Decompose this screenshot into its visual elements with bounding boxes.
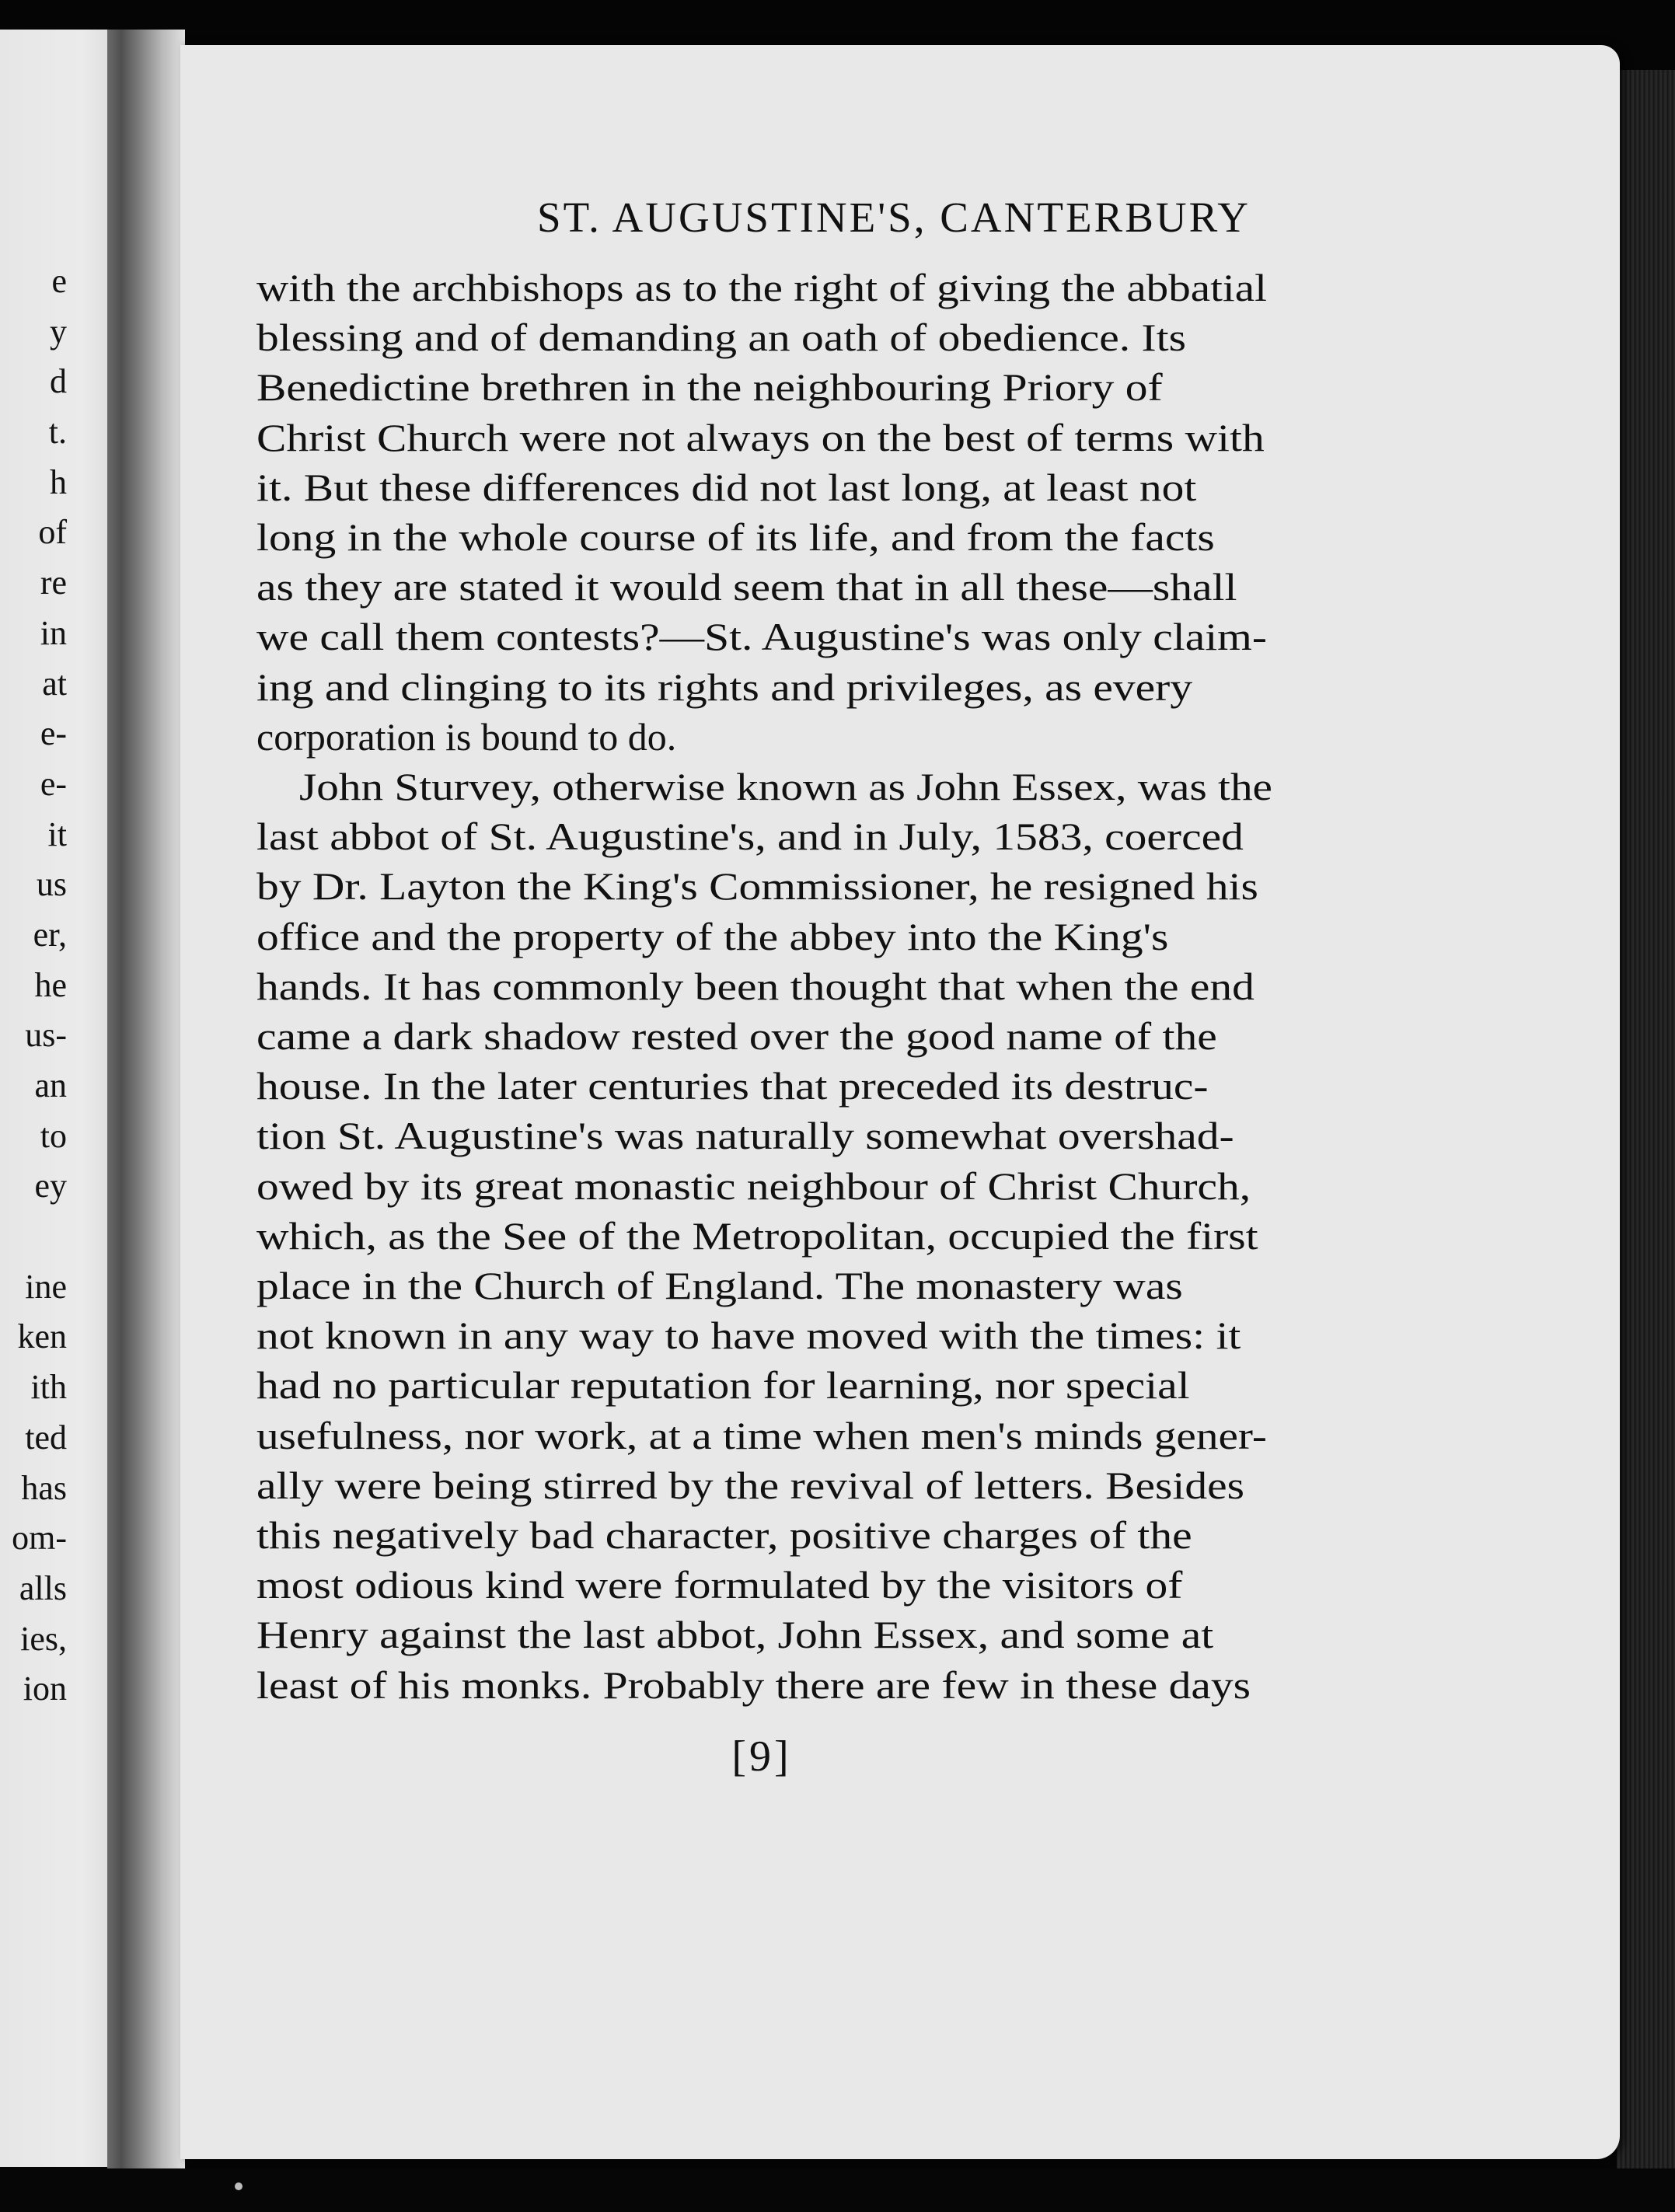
text-line: ally were being stirred by the revival of letters. Besides	[256, 1463, 1244, 1507]
left-page-fragment: t.	[48, 413, 67, 452]
text-line: most odious kind were formulated by the visitors of	[256, 1563, 1183, 1607]
text-line: this negatively bad character, positive charges of the	[256, 1513, 1192, 1557]
text-line: owed by its great monastic neighbour of Christ Church,	[256, 1164, 1251, 1208]
left-page-fragment: y	[50, 312, 67, 351]
text-line: John Sturvey, otherwise known as John Essex, was the	[298, 765, 1272, 808]
left-page-fragment: ith	[30, 1368, 67, 1407]
text-line: long in the whole course of its life, and from the facts	[256, 515, 1215, 559]
left-page-fragment: e-	[40, 714, 67, 753]
text-line: blessing and of demanding an oath of obedience. Its	[256, 316, 1186, 360]
dust-speck	[235, 2182, 243, 2190]
text-line: house. In the later centuries that preceded its destruc-	[256, 1064, 1209, 1108]
left-page-fragment: it	[47, 815, 67, 853]
text-line: usefulness, nor work, at a time when men's minds gener-	[256, 1413, 1267, 1457]
text-line: as they are stated it would seem that in all these—shall	[256, 565, 1237, 609]
text-line: Benedictine brethren in the neighbouring Priory of	[256, 365, 1163, 410]
left-page-text-fragments	[0, 256, 67, 1715]
text-line: had no particular reputation for learning, nor special	[256, 1363, 1190, 1408]
running-head: ST. AUGUSTINE'S, CANTERBURY	[536, 194, 1251, 241]
page-edges	[1617, 70, 1675, 2176]
left-page-fragment: d	[50, 362, 67, 401]
left-page-fragment: an	[34, 1066, 67, 1104]
left-page-fragment: e	[51, 262, 67, 300]
left-page-fragment: ey	[34, 1167, 67, 1205]
text-line: not known in any way to have moved with the times: it	[256, 1314, 1241, 1358]
left-page-fragment	[0, 1212, 67, 1262]
left-page-fragment: ies,	[20, 1619, 67, 1658]
text-line: place in the Church of England. The monastery was	[256, 1264, 1183, 1307]
text-line: least of his monks. Probably there are few in these days	[256, 1662, 1251, 1707]
text-line: last abbot of St. Augustine's, and in July, 1583, coerced	[256, 815, 1244, 859]
text-line: tion St. Augustine's was naturally somewhat overshad-	[256, 1114, 1234, 1158]
left-page-fragment: he	[34, 965, 67, 1004]
left-page-fragment: has	[21, 1468, 67, 1507]
text-line: by Dr. Layton the King's Commissioner, he resigned his	[256, 864, 1258, 909]
left-page-fragment: ine	[25, 1267, 67, 1306]
left-page-fragment: at	[42, 664, 67, 703]
left-page-fragment: h	[50, 462, 67, 501]
left-page-fragment: of	[38, 513, 67, 552]
text-line: which, as the See of the Metropolitan, occupied the first	[256, 1213, 1258, 1258]
text-line: office and the property of the abbey into the King's	[256, 914, 1169, 958]
text-line: corporation is bound to do.	[256, 714, 677, 759]
left-page-fragment: er,	[33, 915, 67, 954]
left-page-fragment: ted	[25, 1418, 67, 1457]
text-line: came a dark shadow rested over the good name of the	[256, 1014, 1217, 1058]
left-page-fragment: to	[40, 1116, 67, 1155]
text-line: Christ Church were not always on the best of terms with	[256, 415, 1265, 459]
page-number: [9]	[731, 1732, 792, 1781]
left-page-fragment: ken	[17, 1317, 67, 1356]
left-page-fragment: ion	[23, 1669, 67, 1708]
text-line: with the archbishops as to the right of giving the abbatial	[256, 266, 1268, 309]
text-line: Henry against the last abbot, John Essex, and some at	[256, 1613, 1214, 1657]
left-page-fragment: in	[40, 613, 67, 652]
left-page-fragment: us	[36, 865, 67, 904]
text-line: hands. It has commonly been thought that when the end	[256, 964, 1255, 1008]
left-page-fragment: alls	[19, 1568, 67, 1607]
text-line: it. But these differences did not last long, at least not	[256, 465, 1197, 509]
left-page-fragment: e-	[40, 764, 67, 803]
left-page-fragment: re	[40, 563, 67, 602]
text-line: we call them contests?—St. Augustine's was only claim-	[256, 615, 1268, 659]
left-page-fragment: om-	[12, 1519, 67, 1558]
book-gutter-shadow	[107, 30, 185, 2175]
left-page-fragment: us-	[25, 1016, 67, 1055]
scan-bottom-margin	[0, 2168, 1675, 2212]
text-line: ing and clinging to its rights and privileges, as every	[256, 665, 1193, 709]
